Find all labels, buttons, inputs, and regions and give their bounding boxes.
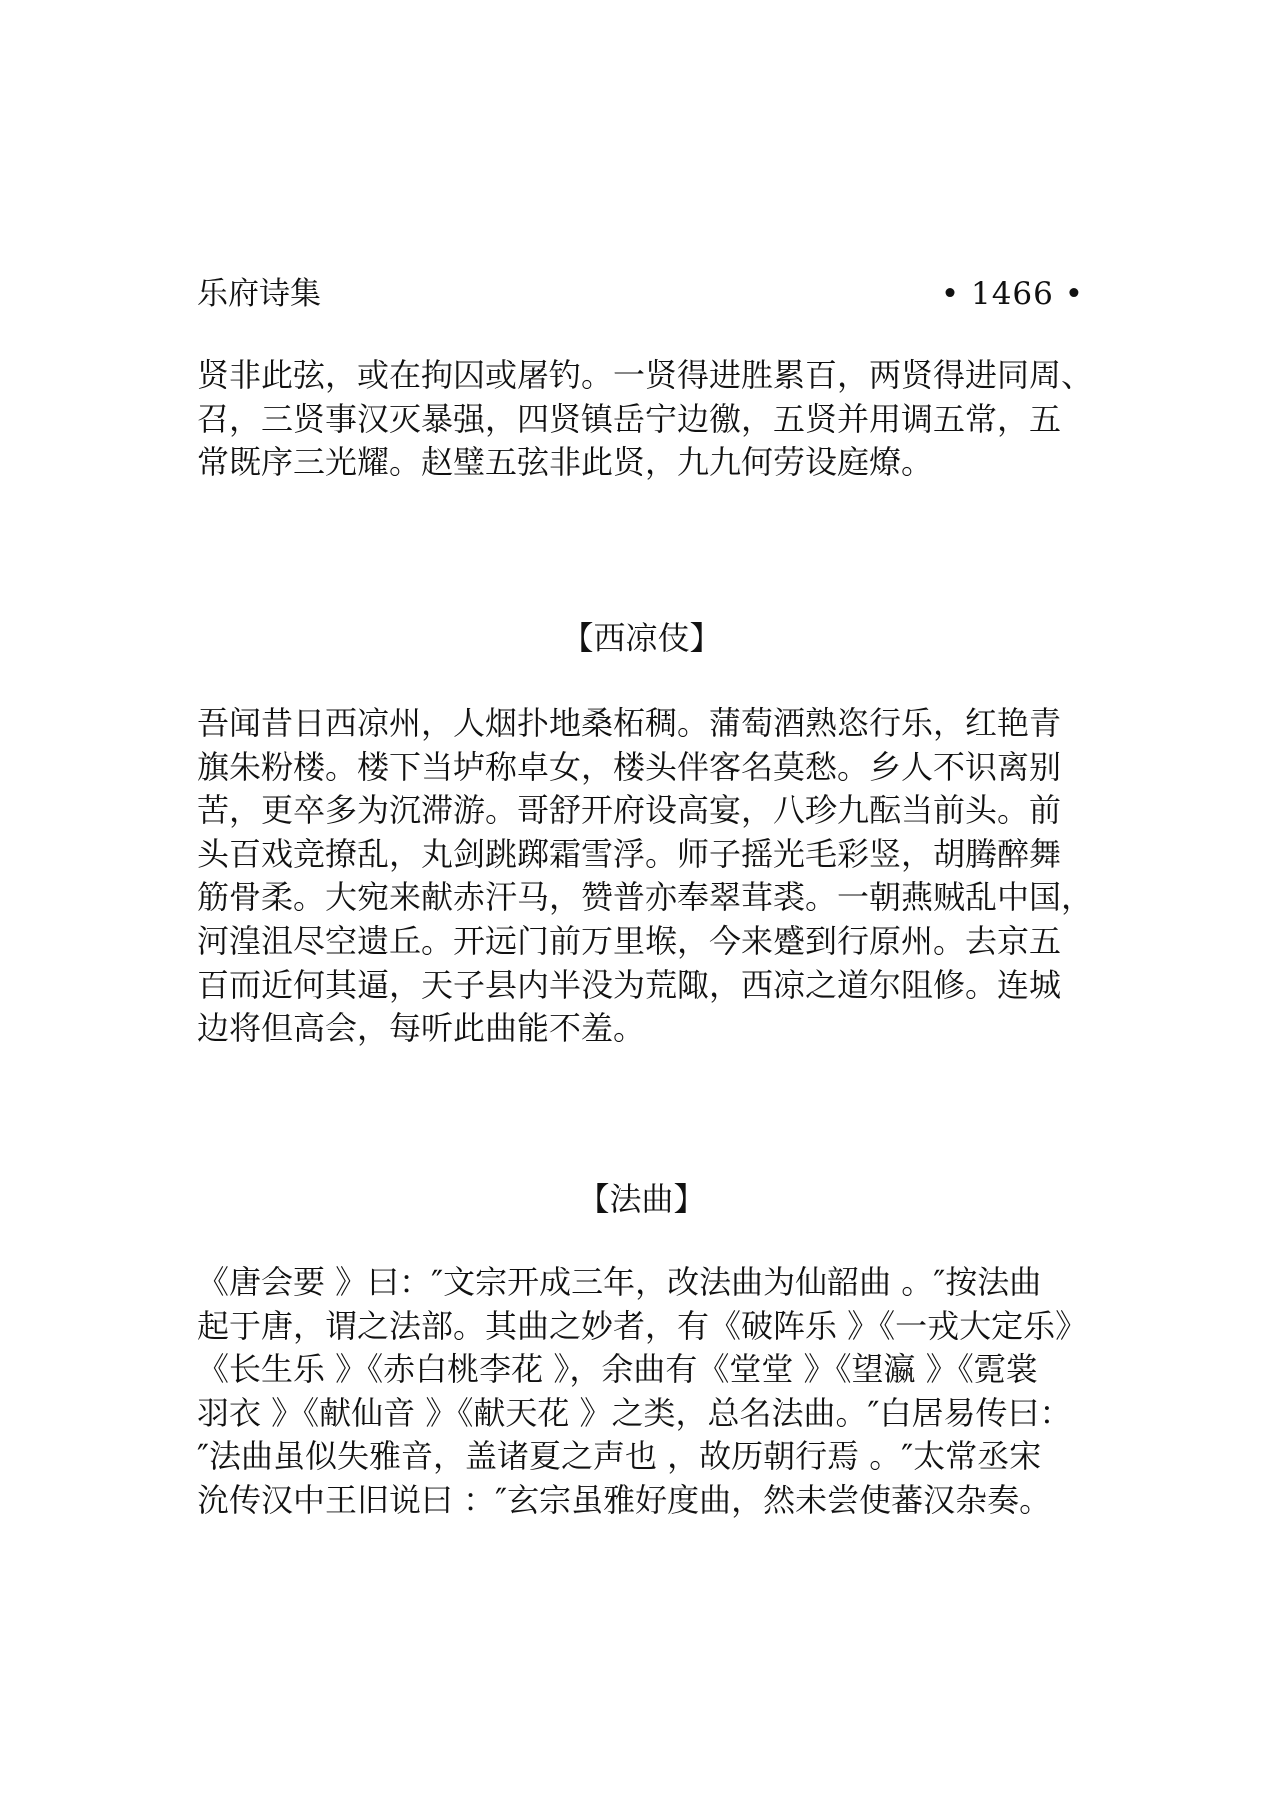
section-heading-xiliangji: 【西凉伎】 xyxy=(561,619,722,657)
poem-text-xiliangji xyxy=(197,702,1094,1051)
section-heading-faqu: 【法曲】 xyxy=(577,1180,706,1218)
text-line: 旗朱粉楼。楼下当垆称卓女，楼头伴客名莫愁。乡人不识离别 xyxy=(197,747,1062,786)
text-line: 吾闻昔日西凉州，人烟扑地桑柘稠。蒲萄酒熟恣行乐，红艳青 xyxy=(197,704,1062,742)
text-line: 苦，更卒多为沉滞游。哥舒开府设高宴，八珍九酝当前头。前 xyxy=(197,791,1062,830)
text-line: 《长生乐 》《赤白桃李花 》，余曲有《堂堂 》《望瀛 》《霓裳 xyxy=(197,1350,1038,1389)
text-line: 河湟沮尽空遗丘。开远门前万里堠，今来蹙到行原州。去京五 xyxy=(197,921,1062,960)
text-line: 起于唐，谓之法部。其曲之妙者，有《破阵乐 》《一戎大定乐》 xyxy=(197,1306,1088,1345)
text-line: 筋骨柔。大宛来献赤汗马，赞普亦奉翠茸裘。一朝燕贼乱中国， xyxy=(197,878,1094,917)
text-line: 常既序三光耀。赵璧五弦非此贤，九九何劳设庭燎。 xyxy=(197,443,934,482)
text-line: 《唐会要 》曰：″文宗开成三年，改法曲为仙韶曲 。″按法曲 xyxy=(197,1263,1042,1301)
text-line: 头百戏竞撩乱，丸剑跳踯霜雪浮。师子摇光毛彩竖，胡腾醉舞 xyxy=(197,834,1062,873)
text-line: 边将但高会，每听此曲能不羞。 xyxy=(197,1009,646,1048)
text-line: 贤非此弦，或在拘囚或屠钓。一贤得进胜累百，两贤得进同周、 xyxy=(197,356,1094,394)
book-title: 乐府诗集 xyxy=(197,276,321,312)
text-line: 召，三贤事汉灭暴强，四贤镇岳宁边徼，五贤并用调五常，五 xyxy=(197,399,1062,438)
continued-poem-text xyxy=(197,354,1094,485)
prose-text-faqu xyxy=(197,1261,1087,1523)
running-header xyxy=(197,270,1084,318)
text-line: ″法曲虽似失雅音，盖诸夏之声也 ，故历朝行焉 。″太常丞宋 xyxy=(197,1437,1042,1476)
page-number: • 1466 • xyxy=(940,276,1084,312)
text-line: 沇传汉中王旧说曰 ：″玄宗虽雅好度曲，然未尝使蕃汉杂奏。 xyxy=(197,1480,1052,1519)
text-line: 百而近何其逼，天子县内半没为荒陬，西凉之道尔阻修。连城 xyxy=(197,965,1062,1004)
text-line: 羽衣 》《献仙音 》《献天花 》之类，总名法曲。″白居易传曰： xyxy=(197,1393,1072,1432)
